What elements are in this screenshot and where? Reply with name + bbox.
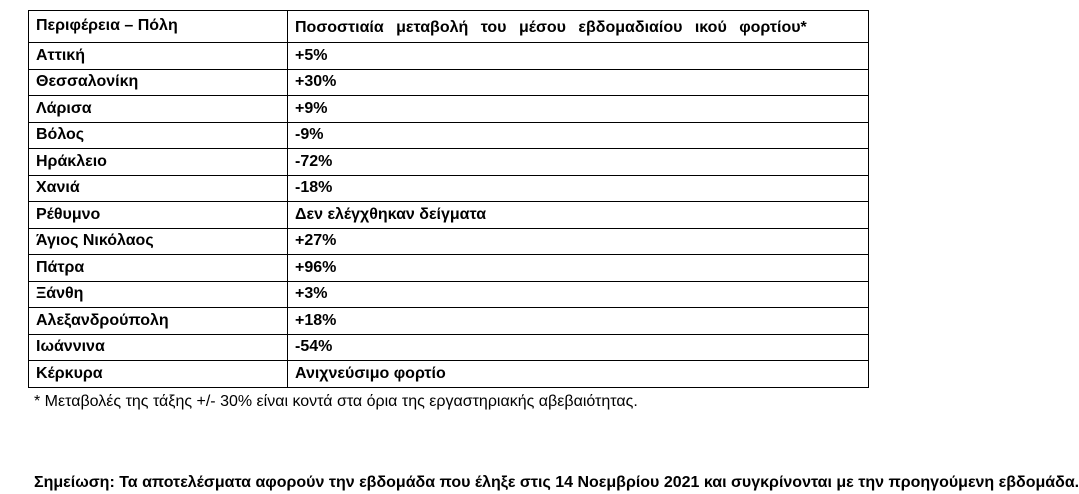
viral-load-table	[28, 10, 869, 388]
cell-change: +30%	[288, 69, 869, 96]
table-row	[29, 361, 869, 388]
cell-change: +18%	[288, 308, 869, 335]
cell-change: +5%	[288, 43, 869, 70]
table-row	[29, 69, 869, 96]
table-row	[29, 96, 869, 123]
cell-city: Θεσσαλονίκη	[29, 69, 288, 96]
cell-change: +96%	[288, 255, 869, 282]
table-row	[29, 334, 869, 361]
table-row	[29, 43, 869, 70]
table-row	[29, 122, 869, 149]
table-row	[29, 281, 869, 308]
cell-city: Ηράκλειο	[29, 149, 288, 176]
cell-city: Αττική	[29, 43, 288, 70]
cell-city: Χανιά	[29, 175, 288, 202]
cell-change: Ανιχνεύσιμο φορτίο	[288, 361, 869, 388]
table-row	[29, 149, 869, 176]
table-row	[29, 202, 869, 229]
cell-city: Λάρισα	[29, 96, 288, 123]
cell-change: -54%	[288, 334, 869, 361]
cell-city: Ρέθυμνο	[29, 202, 288, 229]
header-region-city: Περιφέρεια – Πόλη	[29, 11, 288, 43]
cell-change: +9%	[288, 96, 869, 123]
document-page	[28, 10, 868, 412]
table-row	[29, 255, 869, 282]
table-row	[29, 228, 869, 255]
table-footnote: * Μεταβολές της τάξης +/- 30% είναι κοντά στα όρια της εργαστηριακής αβεβαιότητας.	[34, 392, 638, 410]
cell-city: Άγιος Νικόλαος	[29, 228, 288, 255]
table-row	[29, 175, 869, 202]
cell-change: -18%	[288, 175, 869, 202]
table-row	[29, 308, 869, 335]
cell-city: Πάτρα	[29, 255, 288, 282]
cell-change: -72%	[288, 149, 869, 176]
header-percent-change: Ποσοστιαία μεταβολή του μέσου εβδομαδιαίου ικού φορτίου*	[288, 11, 869, 43]
cell-city: Αλεξανδρούπολη	[29, 308, 288, 335]
cut-off-text-line: Σημείωση: Τα αποτελέσματα αφορούν την εβδομάδα που έληξε στις 14 Νοεμβρίου 2021 και συγκρίνονται με την προηγούμενη εβδομάδα.	[34, 474, 1079, 491]
table-header-row	[29, 11, 869, 43]
cell-city: Ξάνθη	[29, 281, 288, 308]
cell-change: +27%	[288, 228, 869, 255]
cell-city: Βόλος	[29, 122, 288, 149]
cell-change: -9%	[288, 122, 869, 149]
cell-change: +3%	[288, 281, 869, 308]
cell-change: Δεν ελέγχθηκαν δείγματα	[288, 202, 869, 229]
cell-city: Ιωάννινα	[29, 334, 288, 361]
cell-city: Κέρκυρα	[29, 361, 288, 388]
